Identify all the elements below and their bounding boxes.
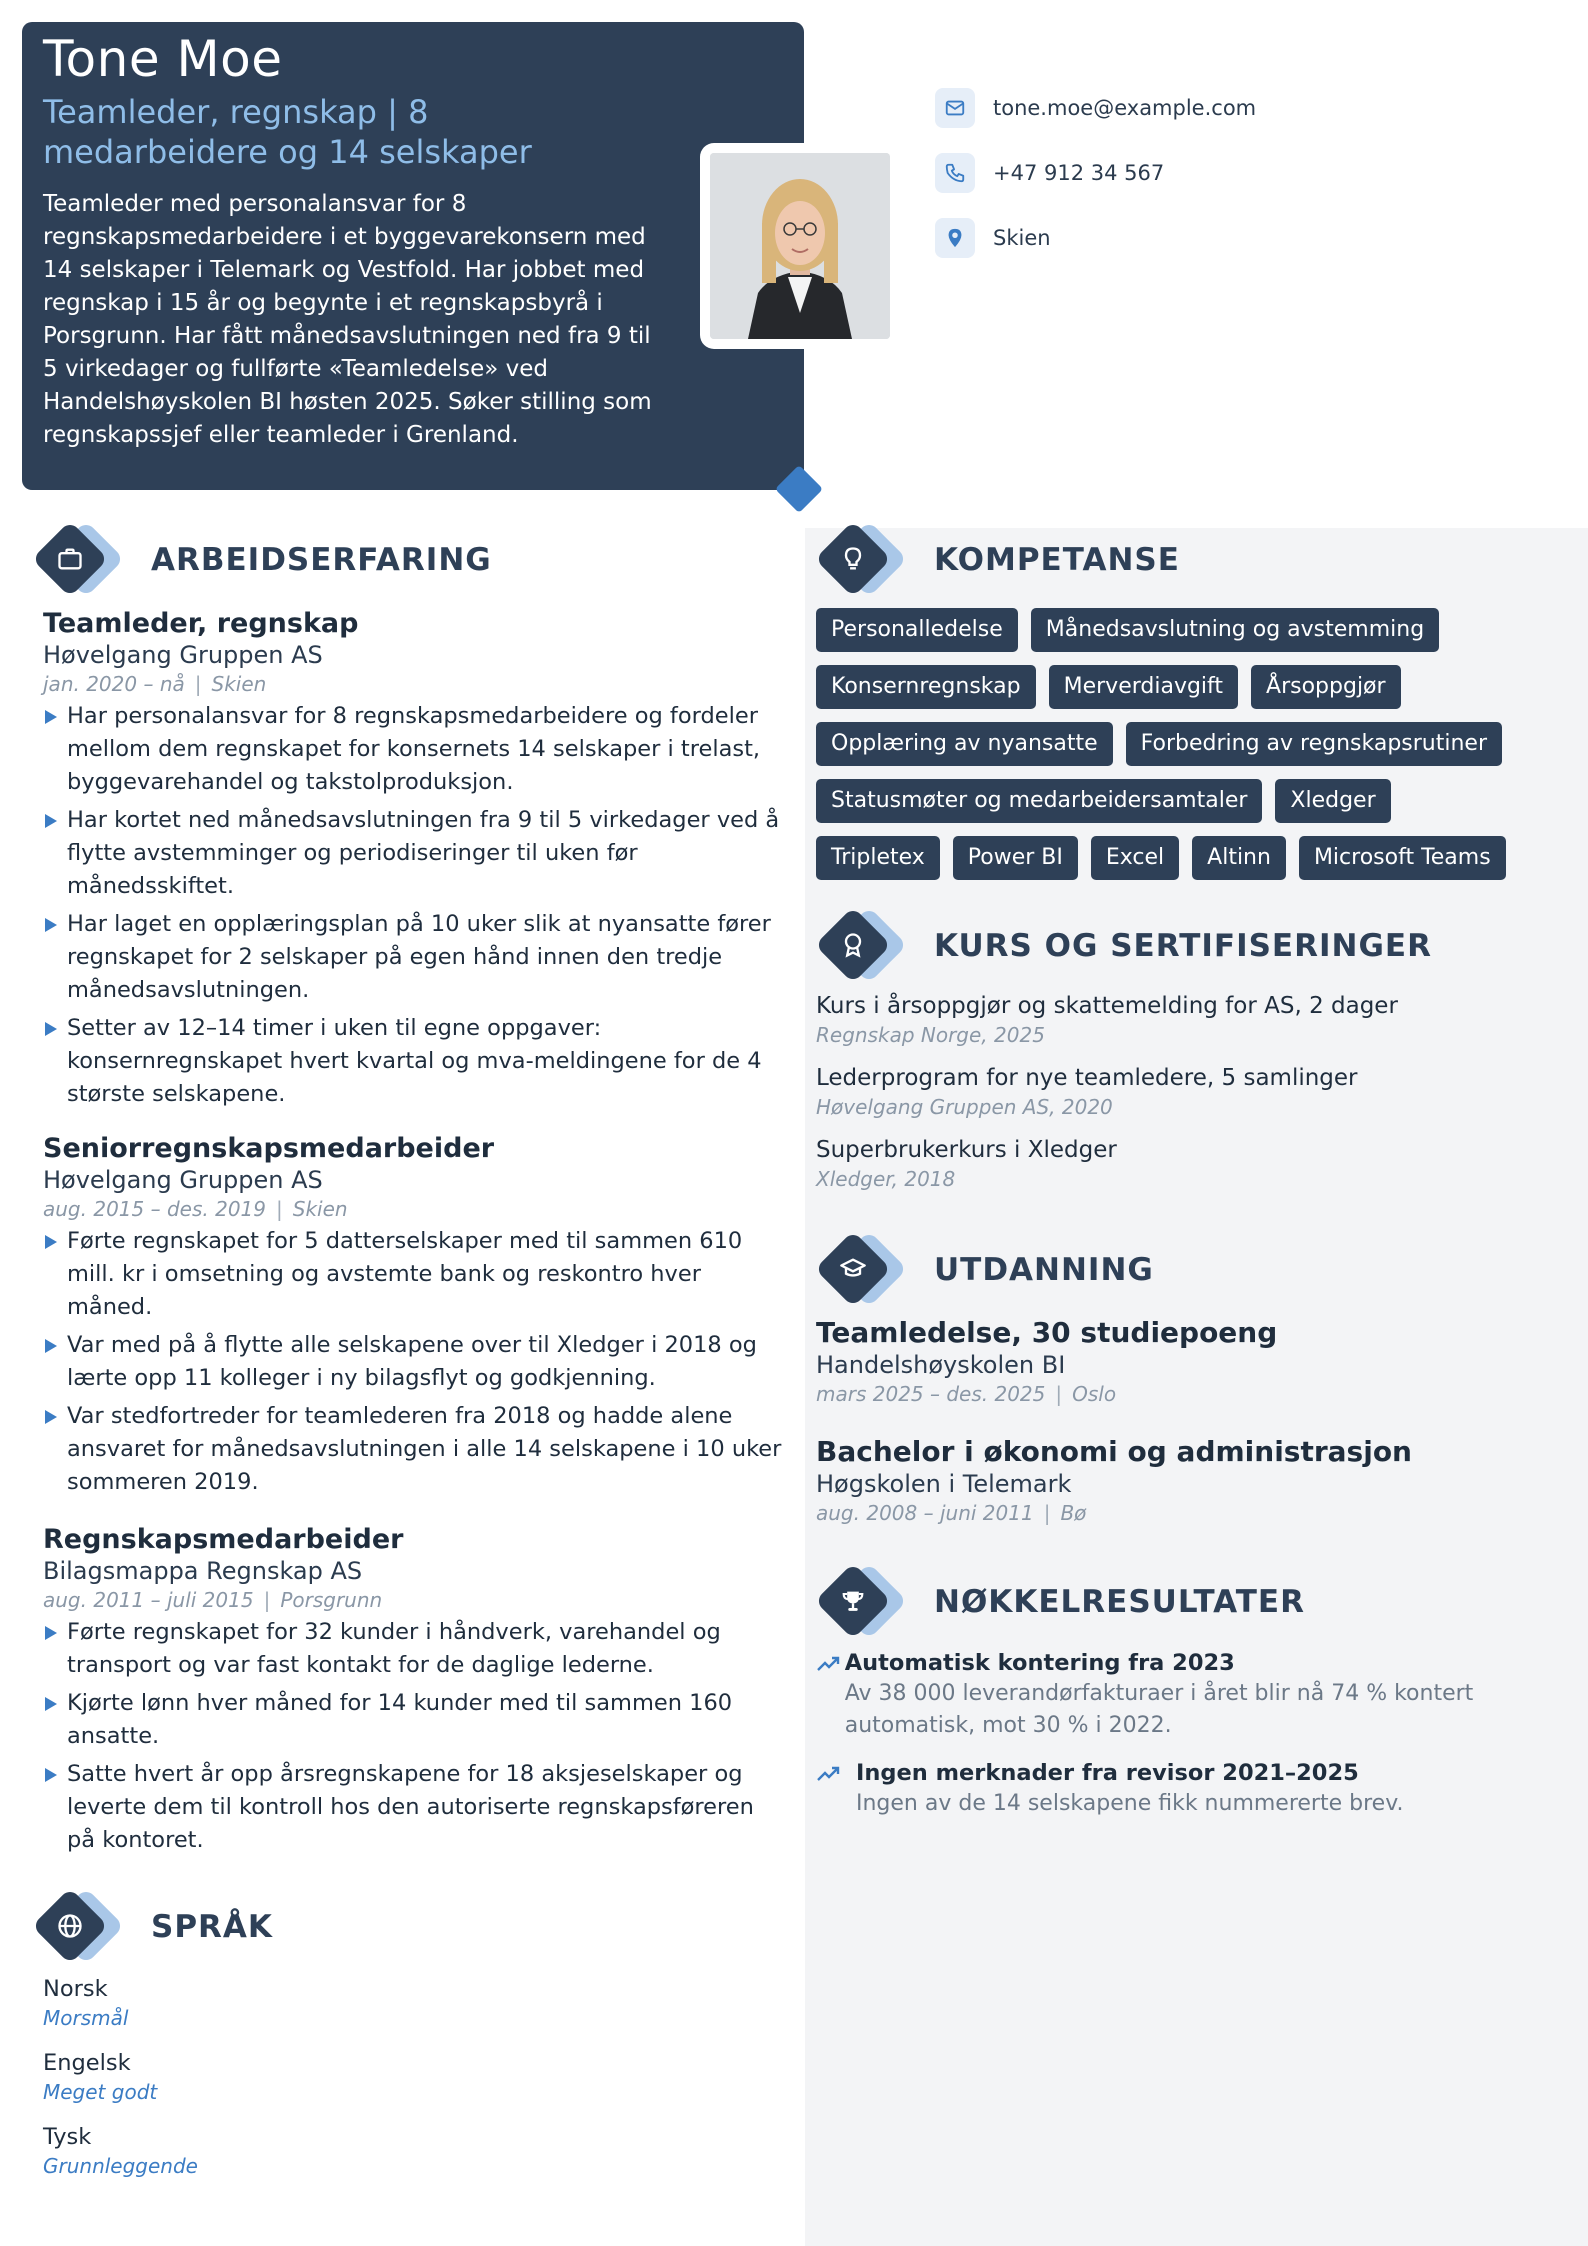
award-icon — [816, 908, 912, 984]
course-name: Superbrukerkurs i Xledger — [816, 1137, 1117, 1163]
job-bullet: Var stedfortreder for teamlederen fra 2018 og hadde alene ansvaret for månedsavslutningen i alle 14 selskapene i 10 uker sommeren 2019. — [43, 1400, 783, 1499]
job-location: Skien — [292, 1197, 348, 1221]
job-bullet: Har kortet ned månedsavslutningen fra 9 til 5 virkedager ved å flytte avstemminger og periodiseringer til uken før månedsskiftet. — [43, 804, 783, 903]
job-entry — [43, 1524, 783, 1862]
skill-tag: Altinn — [1192, 836, 1286, 880]
job-title: Seniorregnskapsmedarbeider — [43, 1133, 495, 1164]
header-card — [22, 22, 804, 490]
skill-tag: Personalledelse — [816, 608, 1018, 652]
job-company: Høvelgang Gruppen AS — [43, 641, 323, 669]
section-heading-results — [816, 1564, 1305, 1640]
section-heading-education — [816, 1232, 1154, 1308]
job-bullet: Har personalansvar for 8 regnskapsmedarbeidere og fordeler mellom dem regnskapet for konsernets 14 selskaper i trelast, byggevarehandel og takstolproduksjon. — [43, 700, 783, 799]
profile-summary: Teamleder med personalansvar for 8 regnskapsmedarbeidere i et byggevarekonsern med 14 selskaper i Telemark og Vestfold. Har jobbet med regnskap i 15 år og begynte i et regnskapsbyrå i Porsgrunn. Har fått månedsavslutningen ned fra 9 til 5 virkedager og fullførte «Teamledelse» ved Handelshøyskolen BI høsten 2025. Søker stilling som regnskapssjef eller teamleder i Grenland. — [43, 191, 652, 448]
section-title: KURS OG SERTIFISERINGER — [934, 928, 1432, 964]
education-meta: aug. 2008 – juni 2011 | Bø — [816, 1501, 1087, 1525]
job-meta: aug. 2011 – juli 2015 | Porsgrunn — [43, 1588, 383, 1612]
section-heading-courses — [816, 908, 1432, 984]
language-name: Engelsk — [43, 2050, 131, 2076]
skill-tag: Microsoft Teams — [1299, 836, 1506, 880]
language-item — [43, 2050, 783, 2104]
section-title: KOMPETANSE — [934, 542, 1180, 578]
section-heading-experience — [33, 522, 492, 598]
course-item — [816, 1065, 1536, 1119]
language-level: Meget godt — [43, 2080, 158, 2104]
trending-up-icon — [816, 1760, 856, 1820]
job-bullet: Kjørte lønn hver måned for 14 kunder med til sammen 160 ansatte. — [43, 1687, 783, 1753]
result-title: Automatisk kontering fra 2023 — [844, 1650, 1235, 1676]
education-entry — [816, 1435, 1536, 1525]
skill-tag: Statusmøter og medarbeidersamtaler — [816, 779, 1262, 823]
job-meta: jan. 2020 – nå | Skien — [43, 672, 267, 696]
language-level: Grunnleggende — [43, 2154, 198, 2178]
course-name: Kurs i årsoppgjør og skattemelding for AS, 2 dager — [816, 993, 1398, 1019]
education-period: aug. 2008 – juni 2011 — [816, 1501, 1034, 1525]
results-list — [816, 1650, 1536, 1838]
skill-tags — [816, 608, 1536, 893]
trending-up-icon — [816, 1650, 845, 1742]
job-bullets — [43, 1225, 783, 1499]
skill-tag: Forbedring av regnskapsrutiner — [1126, 722, 1502, 766]
trophy-icon — [816, 1564, 912, 1640]
candidate-headline: Teamleder, regnskap | 8 medarbeidere og 14 selskaper — [43, 93, 532, 171]
mail-icon — [935, 88, 975, 128]
education-school: Handelshøyskolen BI — [816, 1351, 1066, 1379]
job-title: Teamleder, regnskap — [43, 608, 359, 639]
language-level: Morsmål — [43, 2006, 129, 2030]
language-item — [43, 1976, 783, 2030]
education-location: Oslo — [1072, 1382, 1117, 1406]
job-bullet: Satte hvert år opp årsregnskapene for 18 aksjeselskaper og leverte dem til kontroll hos den autoriserte regnskapsføreren på kontoret. — [43, 1758, 783, 1857]
education-title: Bachelor i økonomi og administrasjon — [816, 1435, 1412, 1468]
job-period: aug. 2011 – juli 2015 — [43, 1588, 254, 1612]
globe-icon — [33, 1889, 129, 1965]
skill-tag: Tripletex — [816, 836, 940, 880]
briefcase-icon — [33, 522, 129, 598]
lightbulb-icon — [816, 522, 912, 598]
job-entry — [43, 608, 783, 1116]
contact-phone[interactable] — [935, 153, 1256, 193]
skill-tag: Konsernregnskap — [816, 665, 1036, 709]
profile-photo — [710, 153, 890, 339]
section-title: NØKKELRESULTATER — [934, 1584, 1305, 1620]
education-title: Teamledelse, 30 studiepoeng — [816, 1316, 1278, 1349]
profile-photo-frame — [700, 143, 900, 349]
language-name: Norsk — [43, 1976, 108, 2002]
section-title: SPRÅK — [151, 1909, 273, 1945]
job-location: Porsgrunn — [280, 1588, 383, 1612]
contact-location-text: Skien — [993, 226, 1051, 250]
job-entry — [43, 1133, 783, 1504]
job-bullet: Var med på å flytte alle selskapene over til Xledger i 2018 og lærte opp 11 kolleger i ny bilagsflyt og godkjenning. — [43, 1329, 783, 1395]
course-item — [816, 1137, 1536, 1191]
skill-tag: Excel — [1091, 836, 1179, 880]
job-bullets — [43, 1616, 783, 1857]
result-item — [816, 1760, 1536, 1820]
job-bullet: Førte regnskapet for 5 datterselskaper med til sammen 610 mill. kr i omsetning og avstemte bank og reskontro hver måned. — [43, 1225, 783, 1324]
job-company: Bilagsmappa Regnskap AS — [43, 1557, 363, 1585]
result-description: Av 38 000 leverandørfakturaer i året blir nå 74 % kontert automatisk, mot 30 % i 2022. — [844, 1681, 1474, 1738]
job-meta: aug. 2015 – des. 2019 | Skien — [43, 1197, 348, 1221]
language-item — [43, 2124, 783, 2178]
skill-tag: Merverdiavgift — [1049, 665, 1238, 709]
contact-location — [935, 218, 1256, 258]
candidate-name: Tone Moe — [43, 30, 283, 88]
contact-email-text: tone.moe@example.com — [993, 96, 1257, 120]
course-name: Lederprogram for nye teamledere, 5 samlinger — [816, 1065, 1358, 1091]
job-location: Skien — [211, 672, 267, 696]
skill-tag: Årsoppgjør — [1251, 665, 1401, 709]
course-meta: Regnskap Norge, 2025 — [816, 1023, 1045, 1047]
education-location: Bø — [1060, 1501, 1087, 1525]
language-list — [43, 1976, 783, 2198]
education-period: mars 2025 – des. 2025 — [816, 1382, 1046, 1406]
job-period: aug. 2015 – des. 2019 — [43, 1197, 266, 1221]
location-pin-icon — [935, 218, 975, 258]
graduation-cap-icon — [816, 1232, 912, 1308]
section-heading-skills — [816, 522, 1180, 598]
skill-tag: Opplæring av nyansatte — [816, 722, 1113, 766]
job-bullets — [43, 700, 783, 1111]
education-school: Høgskolen i Telemark — [816, 1470, 1072, 1498]
section-title: UTDANNING — [934, 1252, 1154, 1288]
language-name: Tysk — [43, 2124, 92, 2150]
job-company: Høvelgang Gruppen AS — [43, 1166, 323, 1194]
course-list — [816, 993, 1536, 1209]
phone-icon — [935, 153, 975, 193]
result-title: Ingen merknader fra revisor 2021–2025 — [856, 1760, 1359, 1786]
job-period: jan. 2020 – nå — [43, 672, 185, 696]
contact-email[interactable] — [935, 88, 1256, 128]
contact-phone-text: +47 912 34 567 — [993, 161, 1165, 185]
contact-list — [935, 88, 1256, 283]
course-meta: Xledger, 2018 — [816, 1167, 956, 1191]
education-entry — [816, 1316, 1536, 1406]
course-item — [816, 993, 1536, 1047]
section-title: ARBEIDSERFARING — [151, 542, 492, 578]
skill-tag: Power BI — [953, 836, 1078, 880]
skill-tag: Xledger — [1275, 779, 1390, 823]
job-bullet: Setter av 12–14 timer i uken til egne oppgaver: konsernregnskapet hvert kvartal og mva-meldingene for de 4 største selskapene. — [43, 1012, 783, 1111]
result-item — [816, 1650, 1536, 1742]
job-title: Regnskapsmedarbeider — [43, 1524, 404, 1555]
course-meta: Høvelgang Gruppen AS, 2020 — [816, 1095, 1113, 1119]
section-heading-languages — [33, 1889, 273, 1965]
job-bullet: Førte regnskapet for 32 kunder i håndverk, varehandel og transport og var fast kontakt for de daglige lederne. — [43, 1616, 783, 1682]
education-meta: mars 2025 – des. 2025 | Oslo — [816, 1382, 1117, 1406]
job-bullet: Har laget en opplæringsplan på 10 uker slik at nyansatte fører regnskapet for 2 selskaper på egen hånd innen den tredje månedsavslutningen. — [43, 908, 783, 1007]
skill-tag: Månedsavslutning og avstemming — [1031, 608, 1439, 652]
result-description: Ingen av de 14 selskapene fikk nummererte brev. — [856, 1791, 1404, 1816]
